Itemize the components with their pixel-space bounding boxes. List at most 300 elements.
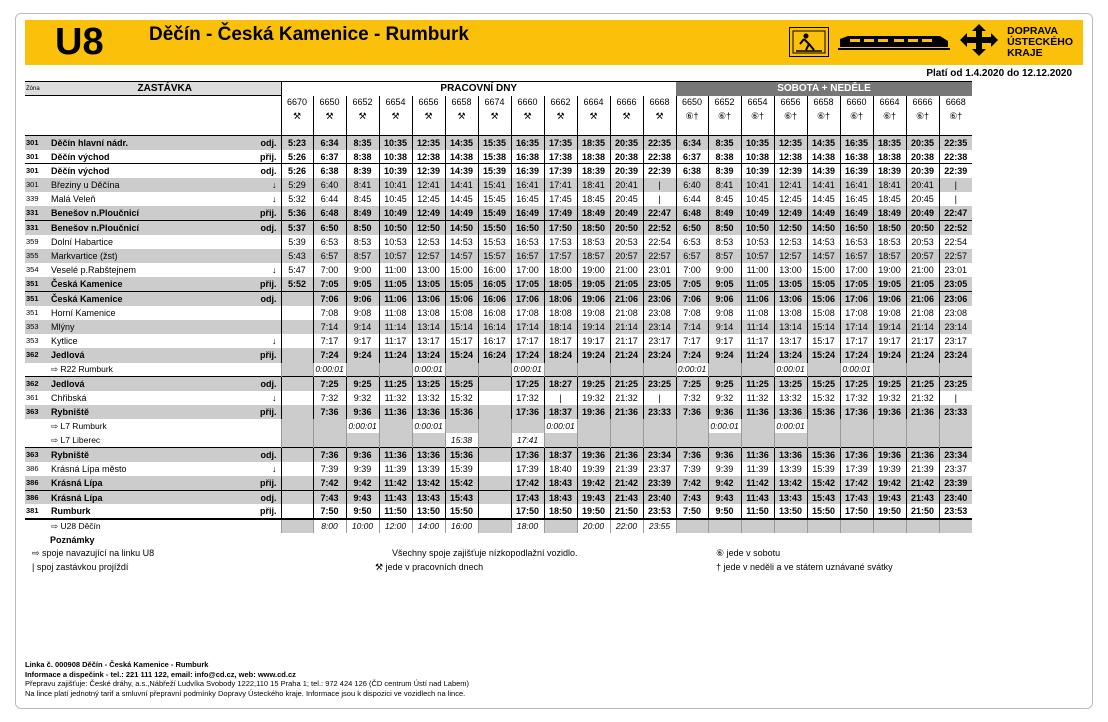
- gap-cell: [643, 123, 676, 136]
- time-cell: 17:50: [544, 221, 577, 235]
- time-cell: 10:35: [741, 136, 774, 150]
- time-cell: 15:00: [445, 263, 478, 277]
- arr-dep-indicator: [249, 249, 281, 263]
- train-number: 6666: [906, 96, 939, 109]
- time-cell: 19:24: [577, 348, 610, 362]
- time-cell: 21:17: [906, 334, 939, 348]
- time-cell: 13:06: [774, 292, 807, 306]
- time-cell: 5:36: [281, 206, 313, 220]
- time-cell: |: [939, 178, 972, 192]
- brand-line: ÚSTECKÉHO: [1007, 35, 1073, 48]
- time-cell: 9:25: [708, 377, 741, 391]
- time-cell: 10:50: [741, 221, 774, 235]
- time-cell: 11:50: [379, 504, 412, 518]
- note-passes: | spoj zastávkou projíždí: [32, 562, 129, 572]
- time-cell: 11:17: [741, 334, 774, 348]
- stop-name: Březiny u Děčína: [49, 178, 249, 192]
- train-number: 6650: [313, 96, 346, 109]
- time-cell: |: [939, 391, 972, 405]
- time-cell: 18:45: [873, 192, 906, 206]
- time-cell: 15:39: [445, 462, 478, 476]
- time-cell: 12:38: [774, 150, 807, 164]
- time-cell: 14:41: [445, 178, 478, 192]
- arr-dep-indicator: [249, 519, 281, 533]
- time-cell: [478, 519, 511, 533]
- time-cell: 23:06: [643, 292, 676, 306]
- time-cell: [807, 519, 840, 533]
- regional-logo-icon: [959, 23, 999, 62]
- time-cell: 20:53: [906, 235, 939, 249]
- time-cell: 18:06: [544, 292, 577, 306]
- time-cell: 17:42: [511, 476, 544, 490]
- time-cell: 12:00: [379, 519, 412, 533]
- time-cell: 7:17: [676, 334, 708, 348]
- time-cell: 5:39: [281, 235, 313, 249]
- time-cell: 7:42: [313, 476, 346, 490]
- time-cell: 12:53: [412, 235, 445, 249]
- time-cell: 19:50: [577, 504, 610, 518]
- time-cell: 14:49: [807, 206, 840, 220]
- time-cell: [313, 433, 346, 447]
- time-cell: 7:08: [313, 306, 346, 320]
- time-cell: 6:48: [676, 206, 708, 220]
- time-cell: 13:36: [774, 405, 807, 419]
- arr-dep-indicator: odj.: [249, 292, 281, 306]
- stop-name: Děčín východ: [49, 164, 249, 178]
- time-cell: 9:06: [708, 292, 741, 306]
- time-cell: 17:25: [511, 377, 544, 391]
- time-cell: 7:05: [313, 277, 346, 291]
- time-cell: [379, 363, 412, 377]
- zone-cell: 351: [26, 307, 39, 317]
- time-cell: 7:05: [676, 277, 708, 291]
- time-cell: 8:35: [708, 136, 741, 150]
- time-cell: 8:49: [346, 206, 379, 220]
- time-cell: 16:00: [478, 263, 511, 277]
- time-cell: 13:24: [412, 348, 445, 362]
- day-symbol: ⚒: [313, 109, 346, 123]
- header-banner: [25, 20, 1083, 65]
- time-cell: 20:50: [610, 221, 643, 235]
- time-cell: 12:35: [412, 136, 445, 150]
- time-cell: 13:25: [774, 377, 807, 391]
- stop-row: [25, 490, 972, 504]
- time-cell: 21:14: [610, 320, 643, 334]
- time-cell: 21:06: [610, 292, 643, 306]
- connection-row: [25, 363, 972, 377]
- time-cell: 7:06: [313, 292, 346, 306]
- time-cell: 15:08: [445, 306, 478, 320]
- time-cell: 11:50: [741, 504, 774, 518]
- time-cell: 0:00:01: [708, 419, 741, 433]
- arr-dep-indicator: odj.: [249, 221, 281, 235]
- time-cell: 13:08: [774, 306, 807, 320]
- stop-name: ⇨ L7 Rumburk: [49, 419, 249, 433]
- zone-cell: 355: [25, 249, 49, 263]
- time-cell: [741, 433, 774, 447]
- stop-row: [25, 263, 972, 277]
- time-cell: 7:36: [676, 405, 708, 419]
- time-cell: 13:42: [774, 476, 807, 490]
- time-cell: 23:25: [939, 377, 972, 391]
- time-cell: 18:05: [544, 277, 577, 291]
- time-cell: 19:39: [577, 462, 610, 476]
- time-cell: 6:57: [313, 249, 346, 263]
- time-cell: 17:39: [511, 462, 544, 476]
- time-cell: 16:06: [478, 292, 511, 306]
- time-cell: 9:06: [346, 292, 379, 306]
- time-cell: 21:25: [610, 377, 643, 391]
- time-cell: 15:25: [807, 377, 840, 391]
- zone-cell: 331: [25, 221, 49, 235]
- time-cell: 15:08: [807, 306, 840, 320]
- time-cell: 6:50: [313, 221, 346, 235]
- time-cell: 15:43: [445, 490, 478, 504]
- time-cell: [412, 433, 445, 447]
- time-cell: 10:50: [379, 221, 412, 235]
- header-row: [25, 82, 972, 96]
- time-cell: [281, 476, 313, 490]
- validity-period: Platí od 1.4.2020 do 12.12.2020: [926, 68, 1072, 79]
- stop-name: ⇨ L7 Liberec: [49, 433, 249, 447]
- time-cell: 6:44: [676, 192, 708, 206]
- arr-dep-indicator: [249, 320, 281, 334]
- stop-name: Kytlice: [51, 336, 78, 347]
- time-cell: 17:50: [511, 504, 544, 518]
- time-cell: 10:39: [379, 164, 412, 178]
- time-cell: 0:00:01: [346, 419, 379, 433]
- gap-cell: [676, 123, 708, 136]
- time-cell: 15:50: [478, 221, 511, 235]
- time-cell: 23:37: [643, 462, 676, 476]
- time-cell: 21:32: [610, 391, 643, 405]
- time-cell: 23:17: [643, 334, 676, 348]
- time-cell: 15:36: [807, 405, 840, 419]
- stop-row: [25, 221, 972, 235]
- time-cell: 8:50: [708, 221, 741, 235]
- time-cell: 9:24: [346, 348, 379, 362]
- time-cell: 15:24: [807, 348, 840, 362]
- time-cell: |: [643, 192, 676, 206]
- time-cell: 9:43: [346, 490, 379, 504]
- time-cell: 6:57: [676, 249, 708, 263]
- zone-cell: 353: [25, 320, 49, 334]
- time-cell: 7:24: [676, 348, 708, 362]
- time-cell: 11:43: [741, 490, 774, 504]
- time-cell: 23:08: [939, 306, 972, 320]
- gap-cell: [445, 123, 478, 136]
- time-cell: 6:44: [313, 192, 346, 206]
- gap-cell: [577, 123, 610, 136]
- time-cell: 15:24: [445, 348, 478, 362]
- gap-cell: [412, 123, 445, 136]
- zone-cell: 354: [26, 265, 39, 275]
- time-cell: 16:57: [511, 249, 544, 263]
- zone-cell: 386: [25, 490, 49, 504]
- time-cell: 17:17: [511, 334, 544, 348]
- time-cell: 21:50: [906, 504, 939, 518]
- time-cell: 16:39: [511, 164, 544, 178]
- time-cell: 22:35: [643, 136, 676, 150]
- time-cell: 9:42: [346, 476, 379, 490]
- time-cell: 23:40: [643, 490, 676, 504]
- time-cell: 7:36: [676, 448, 708, 462]
- time-cell: [939, 419, 972, 433]
- time-cell: 18:40: [544, 462, 577, 476]
- zone-cell: 351: [25, 292, 49, 306]
- time-cell: 11:05: [741, 277, 774, 291]
- time-cell: 16:08: [478, 306, 511, 320]
- time-cell: [379, 419, 412, 433]
- time-cell: 8:53: [708, 235, 741, 249]
- time-cell: 19:17: [873, 334, 906, 348]
- time-cell: 12:45: [774, 192, 807, 206]
- footer: [25, 660, 469, 698]
- time-cell: 19:50: [873, 504, 906, 518]
- time-cell: 13:17: [774, 334, 807, 348]
- stop-row: [25, 192, 972, 206]
- time-cell: 11:17: [379, 334, 412, 348]
- time-cell: 18:43: [544, 490, 577, 504]
- train-number: 6670: [281, 96, 313, 109]
- time-cell: 15:42: [445, 476, 478, 490]
- time-cell: 22:39: [643, 164, 676, 178]
- time-cell: 23:53: [939, 504, 972, 518]
- time-cell: 20:53: [610, 235, 643, 249]
- stop-row: [25, 377, 972, 391]
- time-cell: 20:49: [906, 206, 939, 220]
- time-cell: 11:00: [741, 263, 774, 277]
- time-cell: 14:50: [807, 221, 840, 235]
- time-cell: 18:35: [577, 136, 610, 150]
- time-cell: 13:36: [774, 448, 807, 462]
- time-cell: 17:05: [511, 277, 544, 291]
- time-cell: [676, 419, 708, 433]
- connection-row: [25, 519, 972, 533]
- time-cell: [281, 391, 313, 405]
- time-cell: 10:00: [346, 519, 379, 533]
- time-cell: 17:36: [840, 448, 873, 462]
- time-cell: 9:17: [708, 334, 741, 348]
- time-cell: [873, 519, 906, 533]
- time-cell: 7:43: [676, 490, 708, 504]
- time-cell: 19:32: [873, 391, 906, 405]
- time-cell: [478, 476, 511, 490]
- time-cell: 21:00: [610, 263, 643, 277]
- time-cell: 15:39: [807, 462, 840, 476]
- time-cell: 9:14: [346, 320, 379, 334]
- time-cell: 23:24: [939, 348, 972, 362]
- time-cell: 13:32: [412, 391, 445, 405]
- gap-cell: [906, 123, 939, 136]
- time-cell: 14:35: [445, 136, 478, 150]
- time-cell: [313, 419, 346, 433]
- time-cell: 18:38: [577, 150, 610, 164]
- time-cell: 0:00:01: [412, 363, 445, 377]
- time-cell: 18:00: [511, 519, 544, 533]
- zone-cell: [25, 363, 49, 377]
- time-cell: [676, 519, 708, 533]
- time-cell: 21:14: [906, 320, 939, 334]
- time-cell: 10:57: [379, 249, 412, 263]
- time-cell: [544, 363, 577, 377]
- time-cell: 12:35: [774, 136, 807, 150]
- zone-cell: 362: [25, 377, 49, 391]
- train-number: 6664: [873, 96, 906, 109]
- time-cell: 19:42: [577, 476, 610, 490]
- gap-cell: [774, 123, 807, 136]
- time-cell: [643, 433, 676, 447]
- arr-dep-indicator: odj.: [249, 164, 281, 178]
- time-cell: 15:06: [807, 292, 840, 306]
- time-cell: 12:50: [774, 221, 807, 235]
- time-cell: 21:42: [610, 476, 643, 490]
- time-cell: 9:00: [346, 263, 379, 277]
- time-cell: 17:41: [544, 178, 577, 192]
- time-cell: 16:24: [478, 348, 511, 362]
- stop-header: ZASTÁVKA: [49, 82, 281, 96]
- time-cell: [281, 334, 313, 348]
- zone-cell: 363: [25, 448, 49, 462]
- time-cell: 20:49: [610, 206, 643, 220]
- time-cell: 23:06: [939, 292, 972, 306]
- time-cell: |: [544, 391, 577, 405]
- time-cell: 15:35: [478, 136, 511, 150]
- time-cell: 23:05: [643, 277, 676, 291]
- time-cell: [741, 419, 774, 433]
- day-symbol: ⑥†: [708, 109, 741, 123]
- time-cell: 23:01: [643, 263, 676, 277]
- arr-dep-indicator: [249, 306, 281, 320]
- time-cell: 10:39: [741, 164, 774, 178]
- time-cell: 5:43: [281, 249, 313, 263]
- time-cell: 18:37: [544, 405, 577, 419]
- day-symbol: ⚒: [643, 109, 676, 123]
- time-cell: 15:00: [807, 263, 840, 277]
- time-cell: 15:14: [445, 320, 478, 334]
- time-cell: 13:24: [774, 348, 807, 362]
- time-cell: [281, 292, 313, 306]
- time-cell: 13:50: [412, 504, 445, 518]
- time-cell: 17:14: [511, 320, 544, 334]
- time-cell: 23:08: [643, 306, 676, 320]
- time-cell: 8:39: [346, 164, 379, 178]
- time-cell: [478, 462, 511, 476]
- time-cell: 17:36: [511, 448, 544, 462]
- time-cell: [577, 363, 610, 377]
- train-number: 6658: [445, 96, 478, 109]
- day-symbol: ⑥†: [906, 109, 939, 123]
- gap-cell: [511, 123, 544, 136]
- time-cell: 23:25: [643, 377, 676, 391]
- time-cell: 19:36: [873, 405, 906, 419]
- time-cell: 11:39: [741, 462, 774, 476]
- train-number: 6666: [610, 96, 643, 109]
- time-cell: 17:05: [840, 277, 873, 291]
- stop-row: [25, 277, 972, 291]
- time-cell: 18:53: [873, 235, 906, 249]
- time-cell: 16:53: [840, 235, 873, 249]
- time-cell: 9:36: [346, 405, 379, 419]
- gap-cell: [346, 123, 379, 136]
- time-cell: [281, 519, 313, 533]
- time-cell: 15:49: [478, 206, 511, 220]
- time-cell: 21:36: [610, 448, 643, 462]
- time-cell: 15:32: [445, 391, 478, 405]
- time-cell: 21:06: [906, 292, 939, 306]
- time-cell: 11:14: [741, 320, 774, 334]
- time-cell: 0:00:01: [676, 363, 708, 377]
- time-cell: 15:36: [445, 448, 478, 462]
- time-cell: 17:57: [544, 249, 577, 263]
- gap-cell: [379, 123, 412, 136]
- train-icon: [835, 27, 953, 57]
- gap-cell: [939, 123, 972, 136]
- time-cell: 0:00:01: [774, 363, 807, 377]
- roadworker-icon: [789, 27, 829, 57]
- zone-cell: 386: [25, 476, 49, 490]
- time-cell: 11:25: [741, 377, 774, 391]
- time-cell: 16:49: [511, 206, 544, 220]
- time-cell: 5:23: [281, 136, 313, 150]
- time-cell: 7:50: [676, 504, 708, 518]
- stop-name: Děčín východ: [51, 151, 110, 162]
- day-symbol: ⑥†: [774, 109, 807, 123]
- time-cell: 11:14: [379, 320, 412, 334]
- time-cell: 21:08: [906, 306, 939, 320]
- time-cell: 12:49: [774, 206, 807, 220]
- time-cell: [478, 419, 511, 433]
- arr-dep-indicator: odj.: [249, 448, 281, 462]
- time-cell: 11:08: [741, 306, 774, 320]
- time-cell: 6:38: [676, 164, 708, 178]
- time-cell: 5:47: [281, 263, 313, 277]
- train-number: 6652: [346, 96, 379, 109]
- time-cell: 5:37: [281, 221, 313, 235]
- time-cell: [840, 519, 873, 533]
- zone-cell: [25, 433, 49, 447]
- time-cell: 0:00:01: [544, 419, 577, 433]
- time-cell: 8:41: [346, 178, 379, 192]
- time-cell: 14:45: [445, 192, 478, 206]
- footer-tariff: Na lince platí jednotný tarif a smluvní přepravní podmínky Dopravy Ústeckého kraje. Informace jsou k dispozici ve vozidlech na lince.: [25, 688, 466, 698]
- time-cell: 20:45: [906, 192, 939, 206]
- time-cell: 14:53: [807, 235, 840, 249]
- time-cell: 10:49: [741, 206, 774, 220]
- time-cell: 15:43: [807, 490, 840, 504]
- zone-cell: 331: [25, 206, 49, 220]
- time-cell: 13:42: [412, 476, 445, 490]
- time-cell: 17:41: [511, 433, 544, 447]
- stop-name: Rumburk: [49, 504, 249, 518]
- arr-dep-indicator: odj.: [249, 377, 281, 391]
- time-cell: [281, 433, 313, 447]
- stop-row: [25, 150, 972, 164]
- time-cell: 7:36: [313, 405, 346, 419]
- time-cell: 14:39: [445, 164, 478, 178]
- zone-cell: 353: [26, 336, 39, 346]
- time-cell: 22:38: [939, 150, 972, 164]
- time-cell: 7:25: [676, 377, 708, 391]
- time-cell: 8:38: [346, 150, 379, 164]
- stop-row: [25, 164, 972, 178]
- gap-cell: [741, 123, 774, 136]
- header-spacer: [25, 123, 281, 136]
- zone-cell: 362: [25, 348, 49, 362]
- time-cell: 7:24: [313, 348, 346, 362]
- time-cell: 10:49: [379, 206, 412, 220]
- time-cell: 9:36: [708, 448, 741, 462]
